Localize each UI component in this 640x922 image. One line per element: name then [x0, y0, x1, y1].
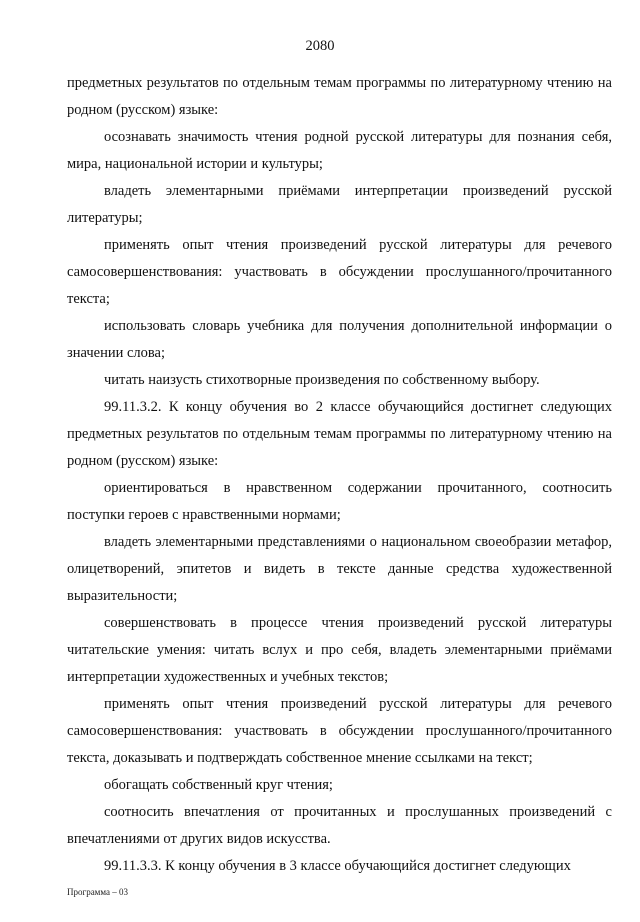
paragraph: осознавать значимость чтения родной русской литературы для познания себя, мира, национальной истории и культуры;: [67, 129, 612, 172]
paragraph: соотносить впечатления от прочитанных и прослушанных произведений с впечатлениями от других видов искусства.: [67, 804, 612, 847]
paragraph: 99.11.3.3. К концу обучения в 3 классе обучающийся достигнет следующих: [104, 858, 571, 874]
page-number: 2080: [305, 38, 335, 54]
paragraph: предметных результатов по отдельным темам программы по литературному чтению на родном (русском) языке:: [67, 75, 612, 118]
paragraph: использовать словарь учебника для получения дополнительной информации о значении слова;: [67, 318, 612, 361]
paragraph: владеть элементарными представлениями о национальном своеобразии метафор, олицетворений, эпитетов и видеть в тексте данные средства художественной выразительности;: [67, 534, 612, 604]
paragraph: 99.11.3.2. К концу обучения во 2 классе обучающийся достигнет следующих предметных результатов по отдельным темам программы по литературному чтению на родном (русском) языке:: [67, 399, 612, 469]
body-text: [67, 70, 612, 880]
paragraph: совершенствовать в процессе чтения произведений русской литературы читательские умения: читать вслух и про себя, владеть элементарными приёмами интерпретации художественных и учебных текстов;: [67, 615, 612, 685]
paragraph: читать наизусть стихотворные произведения по собственному выбору.: [104, 372, 540, 388]
paragraph: владеть элементарными приёмами интерпретации произведений русской литературы;: [67, 183, 612, 226]
paragraph: ориентироваться в нравственном содержании прочитанного, соотносить поступки героев с нравственными нормами;: [67, 480, 612, 523]
paragraph: применять опыт чтения произведений русской литературы для речевого самосовершенствования: участвовать в обсуждении прослушанного/прочитанного текста;: [67, 237, 612, 307]
paragraph: применять опыт чтения произведений русской литературы для речевого самосовершенствования: участвовать в обсуждении прослушанного/прочитанного текста, доказывать и подтверждать собственное мнение ссылками на текст;: [67, 696, 612, 766]
footer-label: Программа – 03: [67, 887, 129, 897]
paragraph: обогащать собственный круг чтения;: [104, 777, 333, 793]
